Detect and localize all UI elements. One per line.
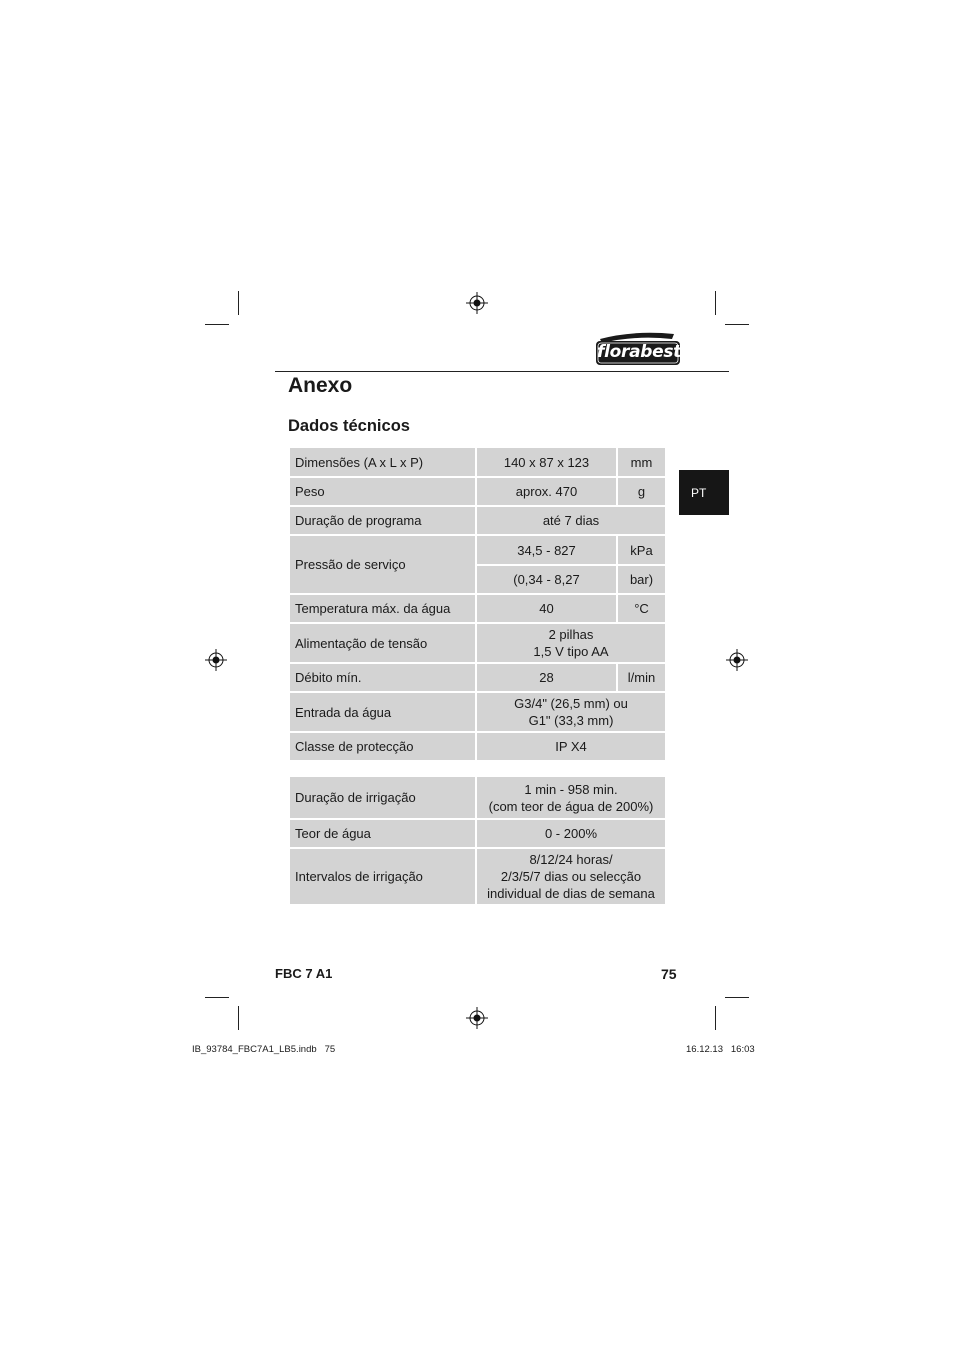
brand-logo: florabest: [597, 342, 682, 362]
row-unit: mm: [618, 448, 665, 476]
row-unit: °C: [618, 595, 665, 622]
table-row: [290, 693, 665, 731]
print-slug-date: 16.12.13 16:03: [686, 1044, 755, 1055]
row-label: Intervalos de irrigação: [290, 849, 475, 904]
table-row: [290, 448, 665, 476]
table-row: [290, 478, 665, 505]
row-label: Peso: [290, 478, 475, 505]
row-value: aprox. 470: [477, 478, 616, 505]
row-label: Duração de irrigação: [290, 777, 475, 818]
value-line: 1,5 V tipo AA: [533, 644, 609, 659]
row-unit: l/min: [618, 664, 665, 691]
table-row: [290, 595, 665, 622]
row-value: [477, 777, 665, 818]
technical-data-table: [288, 446, 667, 762]
row-label: Dimensões (A x L x P): [290, 448, 475, 476]
row-value: [477, 849, 665, 904]
row-unit: kPa: [618, 536, 665, 564]
value-line: G3/4" (26,5 mm) ou: [514, 696, 628, 711]
value-line: 8/12/24 horas/: [529, 852, 613, 867]
print-slug-file: IB_93784_FBC7A1_LB5.indb 75: [192, 1044, 336, 1055]
row-value: 0 - 200%: [477, 820, 665, 847]
row-value: [477, 693, 665, 731]
row-unit: bar): [618, 566, 665, 593]
value-line: 2/3/5/7 dias ou selecção: [500, 869, 642, 884]
registration-mark-icon: [466, 1007, 488, 1029]
value-line: 2 pilhas: [548, 627, 594, 642]
page-number: 75: [661, 966, 677, 982]
header-rule: [275, 371, 729, 372]
page-title: Anexo: [288, 374, 353, 397]
value-line: 1 min - 958 min.: [524, 781, 618, 797]
table-row: [290, 849, 665, 904]
value-line: (com teor de água de 200%): [488, 798, 654, 814]
crop-mark-icon: [238, 1006, 239, 1030]
row-unit: g: [618, 478, 665, 505]
table-row: [290, 733, 665, 760]
crop-mark-icon: [238, 291, 239, 315]
crop-mark-icon: [715, 291, 716, 315]
registration-mark-icon: [205, 649, 227, 671]
row-label: Temperatura máx. da água: [290, 595, 475, 622]
row-value: 28: [477, 664, 616, 691]
language-tab: PT: [679, 470, 729, 515]
table-row: [290, 624, 665, 662]
registration-mark-icon: [726, 649, 748, 671]
value-line: individual de dias de semana: [487, 886, 655, 901]
crop-mark-icon: [205, 997, 229, 998]
value-line: G1" (33,3 mm): [528, 713, 614, 728]
row-value: IP X4: [477, 733, 665, 760]
row-value: 34,5 - 827: [477, 536, 616, 564]
row-value: 40: [477, 595, 616, 622]
registration-mark-icon: [466, 292, 488, 314]
crop-mark-icon: [715, 1006, 716, 1030]
row-value: (0,34 - 8,27: [477, 566, 616, 593]
row-value: até 7 dias: [477, 507, 665, 534]
row-label: Entrada da água: [290, 693, 475, 731]
row-label: Alimentação de tensão: [290, 624, 475, 662]
table-row: [290, 507, 665, 534]
row-label: Teor de água: [290, 820, 475, 847]
irrigation-data-table: [288, 775, 667, 906]
section-title: Dados técnicos: [288, 417, 410, 435]
crop-mark-icon: [205, 324, 229, 325]
row-label: Débito mín.: [290, 664, 475, 691]
row-value: [477, 624, 665, 662]
table-row: [290, 777, 665, 818]
table-row: [290, 536, 665, 564]
row-label: Duração de programa: [290, 507, 475, 534]
crop-mark-icon: [725, 997, 749, 998]
row-label: Classe de protecção: [290, 733, 475, 760]
table-row: [290, 820, 665, 847]
row-value: 140 x 87 x 123: [477, 448, 616, 476]
crop-mark-icon: [725, 324, 749, 325]
table-row: [290, 664, 665, 691]
footer-model: FBC 7 A1: [275, 966, 333, 981]
row-label: Pressão de serviço: [290, 536, 475, 593]
